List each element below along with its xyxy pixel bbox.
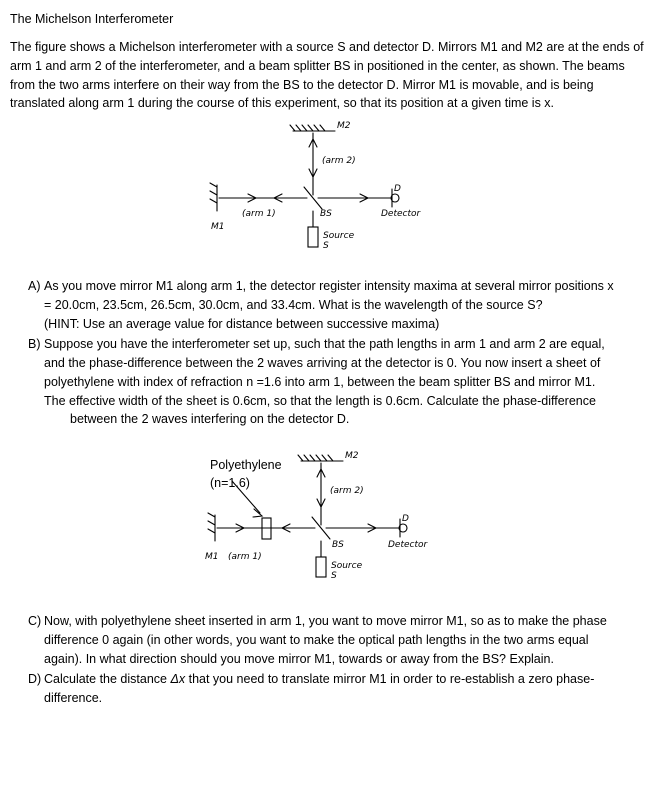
figure1-label-source: Source — [323, 231, 355, 242]
question-d-text: Calculate the distance — [44, 672, 167, 687]
figure-2-drawing — [10, 439, 647, 604]
figure1-label-arm1: (arm 1) — [242, 209, 276, 220]
question-a-hint: (HINT: Use an average value for distance between successive maxima) — [44, 316, 440, 331]
question-list-top — [10, 277, 647, 429]
question-a — [10, 277, 647, 333]
question-a-label: A) — [28, 279, 41, 294]
question-d — [10, 670, 647, 708]
figure2-label-detector: Detector — [388, 540, 428, 551]
polyethylene-index-label: (n=1.6) — [210, 475, 250, 490]
question-c — [10, 612, 647, 668]
figure-1 — [10, 119, 647, 269]
question-c-label: C) — [28, 614, 42, 629]
intro-paragraph: The figure shows a Michelson interferometer with a source S and detector D. Mirrors M1 and M2 are at the ends of arm 1 and arm 2 of the interferometer, and a beam splitter BS in positioned in the center, as shown. The beams from the two arms interfere on their way from the BS to the detector D. Mirror M1 is movable, and is being translated along arm 1 during the course of this experiment, so that its position at a given time is x. — [10, 40, 644, 111]
question-b-text: Suppose you have the interferometer set up, such that the path lengths in arm 1 and arm 2 are equal, and the phase-difference between the 2 waves arriving at the detector is 0. You now insert a sheet of polyethylene with index of refraction n =1.6 into arm 1, between the beam splitter BS and mirror M1. The effective width of the sheet is 0.6cm, so that the length is 0.6cm. Calculate the phase-difference — [44, 337, 605, 408]
polyethylene-annotation — [210, 457, 282, 492]
figure2-label-d: D — [402, 514, 409, 525]
polyethylene-label: Polyethylene — [210, 458, 282, 473]
figure1-label-bs: BS — [320, 209, 332, 220]
figure-2 — [10, 439, 647, 604]
figure2-label-source: Source — [331, 561, 363, 572]
question-b — [10, 335, 647, 429]
question-a-body — [44, 277, 647, 333]
figure1-label-detector: Detector — [381, 209, 421, 220]
question-d-label: D) — [28, 672, 42, 687]
question-a-text: As you move mirror M1 along arm 1, the detector register intensity maxima at several mirror positions x = 20.0cm, 23.5cm, 26.5cm, 30.0cm, and 33.4cm. What is the wavelength of the source S? — [44, 279, 614, 312]
figure1-label-m2: M2 — [337, 121, 351, 132]
question-b-body — [44, 335, 647, 429]
figure1-label-d: D — [394, 184, 401, 195]
question-d-text-cont: that you need to translate mirror M1 in order to re-establish a zero phase-difference. — [44, 672, 595, 706]
question-b-label: B) — [28, 337, 41, 352]
figure-1-drawing — [10, 119, 647, 269]
figure2-label-arm1: (arm 1) — [228, 552, 262, 563]
question-d-symbol: Δx — [170, 672, 186, 687]
question-c-body: Now, with polyethylene sheet inserted in arm 1, you want to move mirror M1, so as to make the phase difference 0 again (in other words, you want to make the optical path lengths in the two arms equal again). In what direction should you move mirror M1, towards or away from the BS? Explain. — [44, 614, 607, 666]
figure1-label-arm2: (arm 2) — [322, 156, 356, 167]
figure2-label-m1: M1 — [205, 552, 219, 563]
figure2-label-bs: BS — [332, 540, 344, 551]
figure2-label-s: S — [331, 571, 337, 582]
figure1-label-s: S — [323, 241, 329, 252]
figure2-label-arm2: (arm 2) — [330, 486, 364, 497]
question-d-body — [44, 670, 647, 708]
question-list-bottom — [10, 612, 647, 708]
question-b-text-cont: between the 2 waves interfering on the detector D. — [70, 412, 350, 427]
figure2-label-m2: M2 — [345, 451, 359, 462]
figure1-label-m1: M1 — [211, 222, 225, 233]
page-title: The Michelson Interferometer — [10, 12, 174, 26]
